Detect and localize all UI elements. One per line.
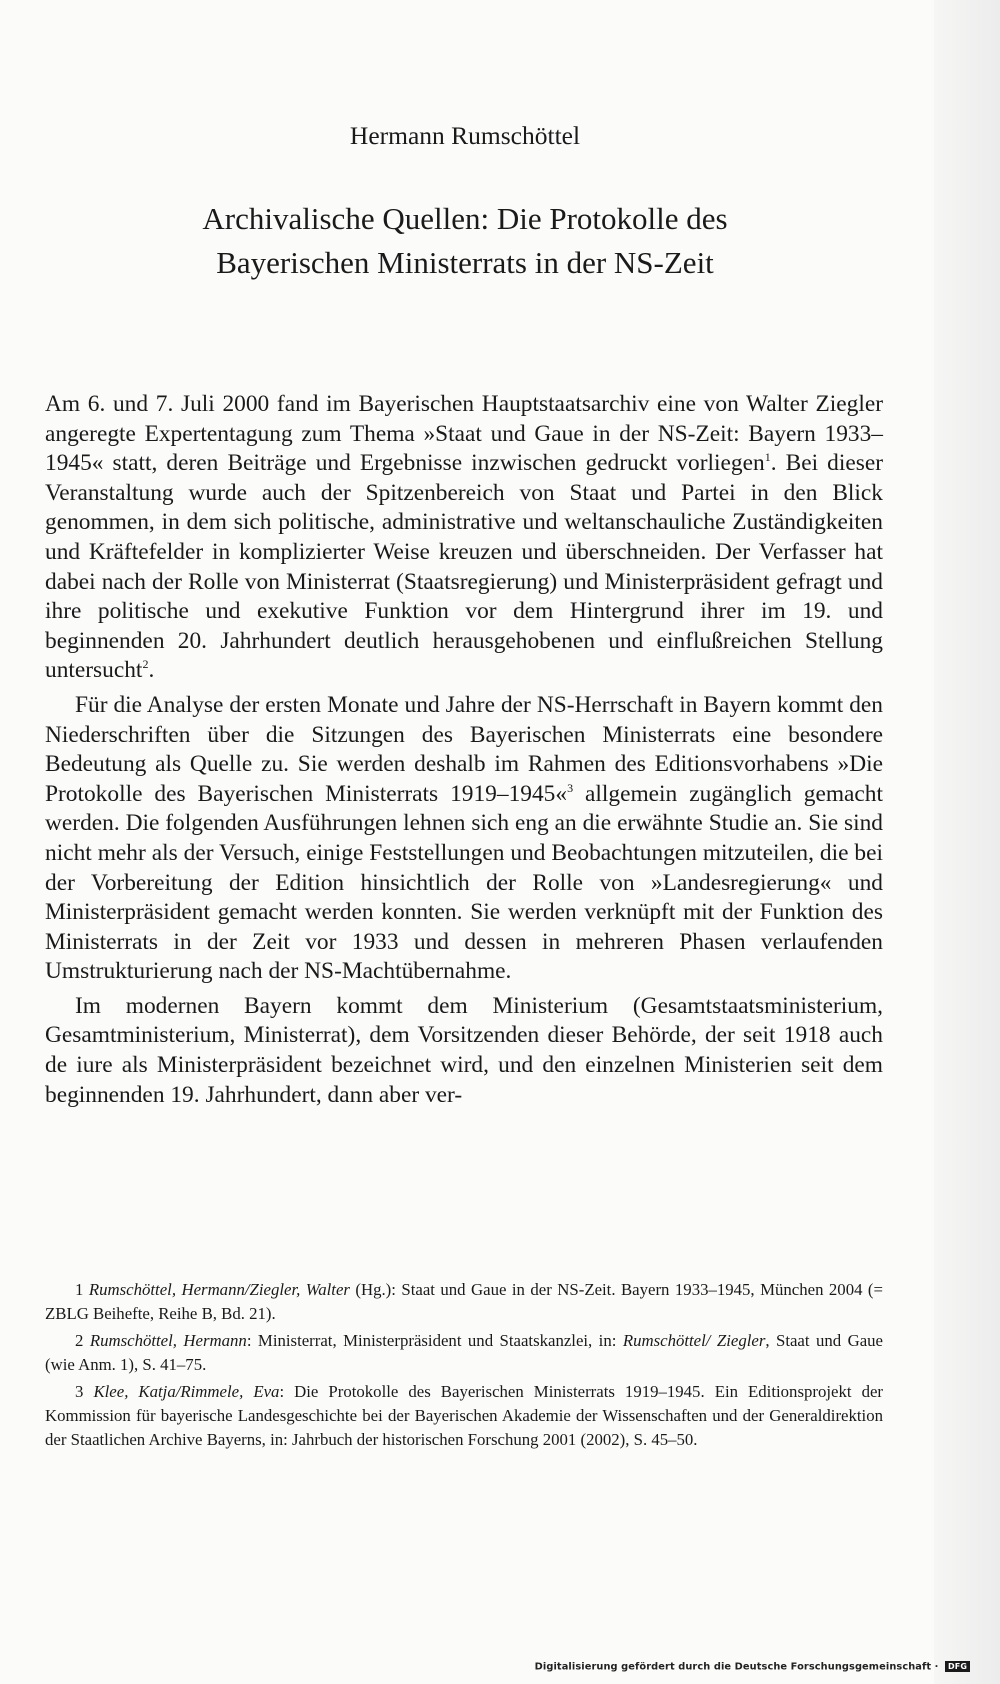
- paragraph-2: [45, 691, 883, 987]
- footnote-ref-3: 3: [567, 780, 574, 795]
- paragraph-3: [45, 992, 883, 1110]
- article-body: [45, 390, 883, 1110]
- funding-note: Digitalisierung gefördert durch die Deutsche Forschungsgemeinschaft: [534, 1661, 932, 1673]
- paragraph-1: [45, 390, 883, 686]
- article-title: [0, 197, 930, 285]
- footnote-3-number: 3: [75, 1382, 84, 1401]
- paragraph-2-text-b: allgemein zugänglich gemacht werden. Die folgenden Ausführungen lehnen sich eng an die erwähnte Studie an. Sie sind nicht mehr als der Versuch, einige Feststellungen und Beobachtungen mitzuteilen, die bei der Vorbereitung der Edition hinsichtlich der Rolle von »Landesregierung« und Ministerpräsident gemacht werden konnten. Sie werden verknüpft mit der Funktion des Ministerrats in der Zeit vor 1933 und dessen in mehreren Phasen verlaufenden Umstrukturierung nach der NS-Machtübernahme.: [45, 780, 884, 985]
- footnote-ref-1: 1: [764, 450, 771, 465]
- footnote-3: [45, 1380, 883, 1452]
- scan-margin: [934, 0, 1000, 1684]
- footnote-1-authors: Rumschöttel, Hermann/Ziegler, Walter: [88, 1280, 350, 1299]
- paragraph-3-text-a: Im modernen Bayern kommt dem Ministerium (Gesamtstaatsministerium, Gesamtministerium, Ministerrat), dem Vorsitzenden dieser Behörde, der seit 1918 auch de iure als Ministerpräsident bezeichnet wird, und den einzelnen Ministerien seit dem beginnenden 19. Jahrhundert, dann aber ver-: [45, 992, 883, 1108]
- dfg-logo: DFG: [945, 1661, 970, 1672]
- digitization-footer: Digitalisierung gefördert durch die Deutsche Forschungsgemeinschaft · DFG: [535, 1661, 970, 1673]
- footnote-2-authors-2: Rumschöttel/ Ziegler: [622, 1331, 766, 1350]
- footnote-1-text: (Hg.): Staat und Gaue in der NS-Zeit. Bayern 1933–1945, München 2004 (= ZBLG Beihefte, Reihe B, Bd. 21).: [45, 1280, 883, 1323]
- author-name: Hermann Rumschöttel: [349, 121, 581, 150]
- footnote-3-text: : Die Protokolle des Bayerischen Ministerrats 1919–1945. Ein Editionsprojekt der Kommission für bayerische Landesgeschichte bei der Bayerischen Akademie der Wissenschaften und der Generaldirektion der Staatlichen Archive Bayerns, in: Jahrbuch der historischen Forschung 2001 (2002), S. 45–50.: [45, 1382, 883, 1449]
- footnotes: [45, 1278, 883, 1455]
- paragraph-1-text-c: .: [148, 657, 155, 684]
- footnote-3-authors: Klee, Katja/Rimmele, Eva: [93, 1382, 280, 1401]
- footnote-2-number: 2: [75, 1331, 84, 1350]
- footnote-2: [45, 1329, 883, 1377]
- footnote-2-text-2: , Staat und Gaue (wie Anm. 1), S. 41–75.: [45, 1331, 883, 1374]
- footnote-1-number: 1: [75, 1280, 84, 1299]
- paragraph-2-text-a: Für die Analyse der ersten Monate und Jahre der NS-Herrschaft in Bayern kommt den Niederschriften über die Sitzungen des Bayerischen Ministerrats eine besondere Bedeutung als Quelle zu. Sie werden deshalb im Rahmen des Editionsvorhabens »Die Protokolle des Bayerischen Ministerrats 1919–1945«: [45, 691, 883, 807]
- paragraph-1-text-a: Am 6. und 7. Juli 2000 fand im Bayerischen Hauptstaatsarchiv eine von Walter Ziegler angeregte Expertentagung zum Thema »Staat und Gaue in der NS-Zeit: Bayern 1933–1945« statt, deren Beiträge und Ergebnisse inzwischen gedruckt vorliegen: [45, 391, 883, 477]
- footnote-ref-2: 2: [142, 657, 149, 672]
- paragraph-1-text-b: . Bei dieser Veranstaltung wurde auch der Spitzenbereich von Staat und Partei in den Blick genommen, in dem sich politische, administrative und weltanschauliche Zuständigkeiten und Kräftefelder in komplizierter Weise kreuzen und überschneiden. Der Verfasser hat dabei nach der Rolle von Ministerrat (Staatsregierung) und Ministerpräsident gefragt und ihre politische und exekutive Funktion vor dem Hintergrund ihrer im 19. und beginnenden 20. Jahrhundert deutlich herausgehobenen und einflußreichen Stellung untersucht: [45, 450, 883, 684]
- footnote-2-text: : Ministerrat, Ministerpräsident und Staatskanzlei, in:: [246, 1331, 623, 1350]
- title-line-2: Bayerischen Ministerrats in der NS-Zeit: [216, 245, 714, 280]
- footnote-2-authors: Rumschöttel, Hermann: [89, 1331, 247, 1350]
- footnote-1: [45, 1278, 883, 1326]
- title-line-1: Archivalische Quellen: Die Protokolle des: [202, 201, 728, 236]
